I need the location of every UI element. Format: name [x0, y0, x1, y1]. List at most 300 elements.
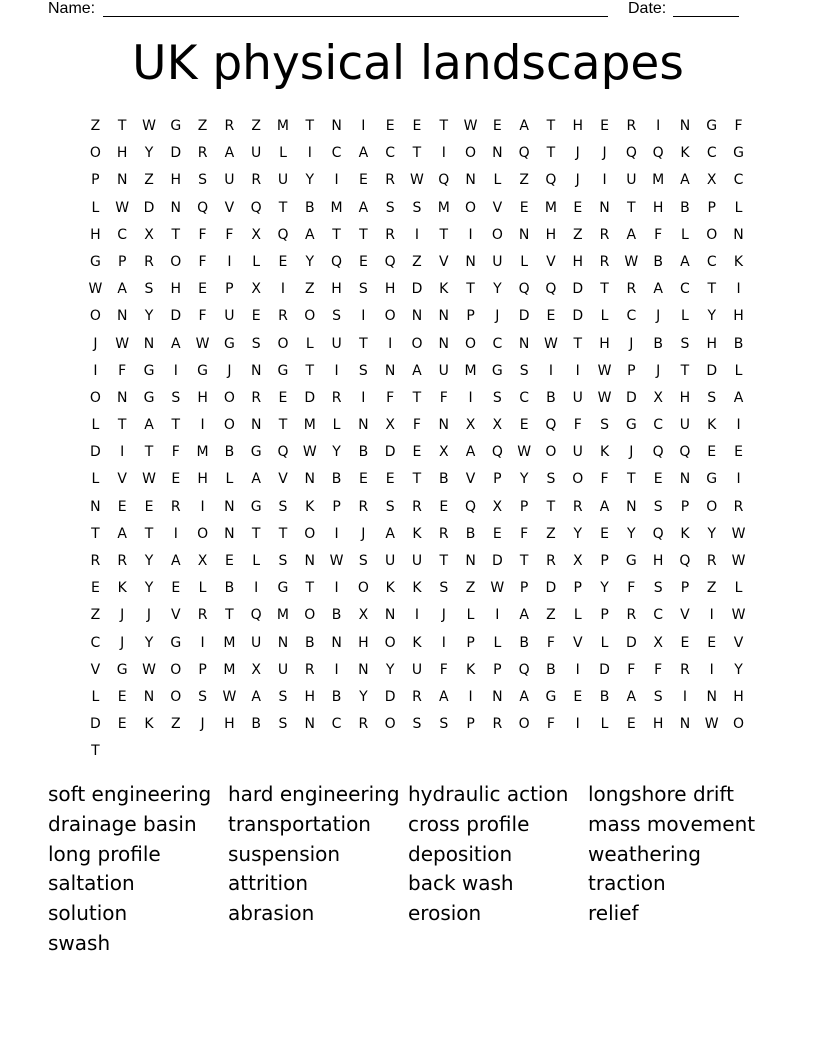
grid-letter: L: [600, 716, 609, 733]
grid-letter: D: [384, 688, 396, 705]
grid-letter: A: [519, 607, 529, 624]
grid-letter: J: [120, 634, 125, 651]
grid-letter: K: [680, 145, 690, 162]
grid-letter: L: [332, 417, 341, 434]
grid-letter: C: [331, 145, 342, 162]
grid-letter: E: [573, 688, 583, 705]
grid-letter: L: [493, 172, 502, 189]
grid-letter: Q: [197, 199, 209, 216]
grid-letter: E: [385, 118, 395, 134]
grid-letter: T: [546, 118, 556, 134]
grid-letter: W: [624, 253, 639, 270]
grid-letter: Q: [652, 444, 664, 461]
grid-letter: Q: [545, 172, 557, 189]
grid-letter: A: [438, 688, 449, 705]
grid-letter: M: [276, 607, 290, 624]
grid-letter: U: [438, 362, 449, 379]
grid-letter: P: [680, 498, 690, 515]
grid-letter: D: [170, 308, 182, 325]
grid-letter: N: [384, 362, 396, 379]
grid-letter: K: [599, 444, 610, 461]
grid-letter: M: [223, 661, 236, 678]
grid-letter: V: [546, 253, 556, 270]
grid-letter: X: [465, 417, 476, 434]
grid-letter: N: [358, 661, 369, 678]
grid-letter: W: [731, 525, 746, 542]
grid-letter: Z: [90, 118, 101, 134]
grid-letter: U: [572, 389, 583, 406]
grid-letter: Z: [90, 607, 101, 624]
grid-letter: C: [385, 145, 396, 162]
grid-letter: R: [706, 553, 717, 569]
grid-letter: R: [197, 607, 208, 624]
grid-letter: B: [546, 389, 556, 406]
grid-letter: V: [117, 471, 127, 488]
word-list-item: back wash: [408, 871, 514, 896]
grid-letter: H: [116, 145, 128, 162]
grid-letter: G: [706, 118, 718, 134]
grid-letter: N: [250, 362, 262, 379]
page-title: UK physical landscapes: [132, 36, 684, 91]
grid-letter: O: [277, 335, 289, 352]
grid-letter: N: [492, 688, 503, 705]
grid-letter: F: [600, 471, 609, 488]
grid-letter: G: [89, 253, 101, 270]
grid-letter: O: [411, 335, 423, 352]
grid-letter: Z: [572, 226, 583, 243]
grid-letter: S: [171, 389, 181, 406]
grid-letter: S: [439, 580, 449, 597]
grid-letter: E: [117, 498, 127, 515]
grid-letter: Q: [545, 417, 557, 434]
grid-letter: I: [200, 417, 205, 434]
grid-letter: A: [519, 118, 529, 134]
grid-letter: Y: [734, 661, 743, 678]
grid-letter: D: [518, 308, 530, 325]
grid-letter: T: [359, 335, 368, 352]
grid-letter: U: [572, 444, 583, 461]
grid-letter: I: [388, 335, 393, 352]
word-list-item: deposition: [408, 841, 513, 866]
grid-letter: G: [545, 688, 557, 705]
grid-letter: Y: [144, 308, 154, 325]
grid-letter: X: [572, 553, 583, 569]
grid-letter: D: [411, 281, 423, 298]
grid-letter: R: [251, 172, 262, 189]
grid-letter: S: [358, 281, 368, 298]
grid-letter: W: [490, 580, 505, 597]
grid-letter: Y: [332, 444, 341, 461]
grid-letter: T: [91, 743, 100, 760]
grid-letter: D: [90, 716, 101, 733]
grid-letter: G: [625, 553, 637, 569]
grid-letter: R: [117, 553, 128, 569]
grid-letter: N: [331, 634, 342, 651]
date-label: Date:: [628, 0, 667, 17]
grid-letter: Q: [625, 145, 637, 162]
grid-letter: F: [118, 362, 127, 379]
grid-letter: D: [90, 444, 101, 461]
grid-letter: I: [334, 362, 339, 379]
grid-letter: T: [305, 362, 315, 379]
grid-letter: X: [653, 389, 663, 406]
grid-letter: E: [412, 118, 422, 134]
grid-letter: C: [706, 253, 717, 270]
grid-letter: H: [545, 226, 557, 243]
grid-letter: R: [492, 716, 503, 733]
name-label: Name:: [48, 0, 96, 17]
grid-letter: T: [707, 281, 716, 298]
grid-letter: N: [679, 471, 691, 488]
grid-letter: I: [414, 226, 420, 243]
grid-letter: A: [251, 471, 261, 488]
grid-letter: E: [385, 471, 395, 488]
grid-letter: A: [358, 199, 369, 216]
grid-letter: N: [116, 172, 128, 189]
grid-letter: H: [706, 335, 717, 352]
grid-letter: O: [304, 308, 316, 325]
grid-letter: A: [653, 281, 663, 298]
grid-letter: M: [276, 118, 290, 134]
grid-letter: G: [143, 389, 155, 406]
grid-letter: I: [468, 389, 473, 406]
grid-letter: P: [493, 471, 502, 488]
grid-letter: S: [546, 471, 556, 488]
grid-letter: B: [251, 716, 261, 733]
grid-letter: Q: [277, 226, 289, 243]
word-list-item: saltation: [48, 871, 135, 896]
grid-letter: I: [361, 118, 366, 134]
grid-letter: H: [197, 389, 208, 406]
grid-letter: E: [117, 716, 127, 733]
grid-letter: O: [706, 498, 718, 515]
grid-letter: U: [492, 253, 503, 270]
grid-letter: E: [707, 444, 717, 461]
grid-letter: N: [384, 607, 396, 624]
grid-letter: F: [654, 226, 663, 243]
grid-letter: J: [575, 145, 580, 162]
grid-letter: E: [117, 688, 127, 705]
word-list-item: transportation: [228, 811, 371, 836]
grid-letter: W: [731, 553, 746, 569]
grid-letter: R: [251, 389, 262, 406]
grid-letter: R: [626, 281, 637, 298]
grid-letter: R: [626, 607, 637, 624]
word-list-item: long profile: [48, 841, 161, 866]
grid-letter: X: [197, 553, 208, 569]
grid-letter: N: [465, 172, 476, 189]
grid-letter: W: [463, 118, 478, 134]
name-blank-line: [103, 16, 608, 17]
grid-letter: I: [602, 172, 607, 189]
grid-letter: I: [334, 580, 339, 597]
grid-letter: S: [385, 199, 395, 216]
grid-letter: F: [546, 634, 555, 651]
grid-letter: W: [410, 172, 424, 189]
grid-letter: J: [120, 607, 125, 624]
grid-letter: N: [706, 688, 717, 705]
grid-letter: H: [331, 281, 342, 298]
grid-letter: Z: [546, 525, 556, 542]
grid-letter: V: [492, 199, 503, 216]
grid-letter: Z: [706, 580, 717, 597]
date-blank-line: [673, 16, 739, 17]
grid-letter: J: [495, 308, 500, 325]
grid-letter: A: [144, 417, 154, 434]
grid-letter: I: [334, 525, 339, 542]
grid-letter: W: [302, 444, 317, 461]
grid-letter: P: [466, 308, 475, 325]
grid-letter: Y: [305, 172, 315, 189]
grid-letter: L: [600, 634, 609, 651]
grid-letter: N: [465, 553, 476, 569]
grid-letter: P: [117, 253, 127, 270]
grid-letter: U: [411, 553, 423, 569]
grid-letter: V: [680, 607, 690, 624]
grid-letter: S: [278, 688, 288, 705]
grid-letter: S: [278, 716, 288, 733]
grid-letter: C: [626, 308, 637, 325]
grid-letter: Z: [144, 172, 154, 189]
grid-letter: X: [251, 226, 261, 243]
grid-letter: H: [733, 688, 744, 705]
grid-letter: C: [117, 226, 128, 243]
grid-letter: F: [225, 226, 234, 243]
grid-letter: P: [493, 661, 502, 678]
grid-letter: Q: [250, 607, 262, 624]
grid-letter: T: [278, 417, 288, 434]
grid-letter: I: [334, 661, 339, 678]
grid-letter: S: [653, 688, 663, 705]
grid-letter: F: [386, 389, 395, 406]
grid-letter: N: [224, 525, 235, 542]
grid-letter: R: [385, 226, 396, 243]
grid-letter: X: [251, 281, 261, 298]
grid-letter: Y: [627, 525, 636, 542]
grid-letter: O: [706, 226, 718, 243]
grid-letter: Z: [304, 281, 315, 298]
grid-letter: M: [330, 199, 343, 216]
grid-letter: T: [412, 389, 422, 406]
grid-letter: I: [93, 362, 98, 379]
grid-letter: L: [91, 199, 100, 216]
grid-letter: S: [144, 281, 154, 298]
grid-letter: D: [706, 362, 718, 379]
grid-letter: X: [653, 634, 663, 651]
grid-letter: O: [465, 199, 477, 216]
grid-letter: Q: [518, 145, 530, 162]
grid-letter: D: [143, 199, 155, 216]
grid-letter: Q: [465, 498, 477, 515]
grid-letter: O: [545, 444, 557, 461]
grid-letter: F: [734, 118, 743, 134]
grid-letter: S: [278, 498, 288, 515]
grid-letter: H: [652, 553, 664, 569]
word-list-item: traction: [588, 871, 666, 896]
grid-letter: D: [572, 281, 584, 298]
grid-letter: G: [491, 362, 503, 379]
grid-letter: T: [600, 281, 609, 298]
grid-letter: I: [441, 145, 446, 162]
grid-letter: N: [331, 118, 342, 134]
grid-letter: H: [733, 308, 744, 325]
grid-letter: B: [546, 661, 556, 678]
grid-letter: H: [170, 172, 182, 189]
grid-letter: S: [653, 580, 663, 597]
grid-letter: E: [278, 253, 288, 270]
grid-letter: A: [465, 444, 476, 461]
grid-letter: G: [143, 362, 155, 379]
grid-letter: B: [224, 444, 235, 461]
grid-letter: N: [170, 199, 182, 216]
grid-letter: A: [599, 498, 610, 515]
grid-letter: E: [171, 471, 181, 488]
grid-letter: U: [385, 553, 396, 569]
grid-letter: P: [466, 716, 475, 733]
grid-letter: D: [625, 634, 637, 651]
grid-letter: A: [171, 553, 181, 569]
grid-letter: G: [277, 580, 289, 597]
grid-letter: I: [120, 444, 125, 461]
grid-letter: D: [572, 308, 584, 325]
grid-letter: I: [173, 362, 178, 379]
grid-letter: Q: [652, 145, 664, 162]
grid-letter: Y: [707, 525, 716, 542]
grid-letter: A: [358, 145, 369, 162]
word-list-item: swash: [48, 930, 111, 955]
grid-letter: I: [575, 661, 580, 678]
grid-letter: I: [361, 308, 366, 325]
grid-letter: B: [733, 335, 744, 352]
grid-letter: E: [492, 118, 502, 134]
grid-letter: R: [626, 118, 637, 134]
grid-letter: C: [492, 335, 503, 352]
grid-letter: J: [93, 335, 98, 352]
grid-letter: I: [468, 688, 473, 705]
grid-letter: J: [656, 362, 661, 379]
grid-letter: N: [116, 308, 128, 325]
grid-letter: A: [251, 688, 261, 705]
grid-letter: C: [706, 145, 717, 162]
grid-letter: G: [223, 335, 235, 352]
word-list-item: attrition: [228, 871, 309, 896]
grid-letter: Y: [573, 525, 583, 542]
grid-letter: T: [171, 417, 181, 434]
grid-letter: M: [196, 444, 209, 461]
grid-letter: B: [304, 199, 315, 216]
grid-letter: S: [412, 716, 422, 733]
grid-letter: E: [734, 444, 743, 461]
grid-letter: R: [278, 308, 288, 325]
grid-letter: F: [439, 661, 448, 678]
grid-letter: E: [358, 253, 368, 270]
grid-letter: Y: [144, 145, 154, 162]
grid-letter: R: [412, 498, 422, 515]
grid-letter: X: [438, 444, 449, 461]
grid-letter: H: [90, 226, 101, 243]
grid-letter: K: [439, 281, 449, 298]
grid-letter: I: [736, 417, 741, 434]
grid-letter: Z: [412, 253, 422, 270]
grid-letter: O: [304, 525, 316, 542]
grid-letter: X: [492, 417, 503, 434]
grid-letter: F: [171, 444, 180, 461]
grid-letter: T: [412, 145, 422, 162]
grid-letter: T: [91, 525, 100, 542]
grid-letter: T: [546, 498, 556, 515]
grid-letter: U: [331, 335, 342, 352]
grid-letter: N: [358, 417, 369, 434]
grid-letter: E: [600, 118, 609, 134]
grid-letter: R: [197, 145, 208, 162]
grid-letter: U: [251, 145, 262, 162]
grid-letter: O: [89, 389, 101, 406]
grid-letter: W: [222, 688, 237, 705]
grid-letter: I: [441, 634, 446, 651]
grid-letter: Q: [384, 253, 396, 270]
grid-letter: E: [278, 389, 288, 406]
word-search-grid: [82, 113, 752, 766]
grid-letter: I: [495, 607, 500, 624]
word-list-item: solution: [48, 901, 128, 926]
grid-letter: L: [520, 253, 529, 270]
grid-letter: L: [225, 471, 234, 488]
grid-letter: R: [358, 498, 369, 515]
grid-letter: Y: [359, 688, 368, 705]
grid-letter: M: [652, 172, 665, 189]
grid-letter: O: [197, 525, 209, 542]
grid-letter: O: [572, 471, 584, 488]
grid-letter: V: [465, 471, 476, 488]
grid-letter: I: [361, 389, 366, 406]
grid-letter: G: [706, 471, 718, 488]
word-list-item: abrasion: [228, 901, 315, 926]
grid-letter: Z: [465, 580, 476, 597]
grid-letter: B: [304, 634, 315, 651]
grid-letter: L: [600, 308, 609, 325]
grid-letter: Q: [679, 444, 691, 461]
grid-letter: B: [331, 688, 342, 705]
grid-letter: I: [334, 172, 339, 189]
grid-letter: S: [251, 335, 261, 352]
grid-letter: L: [681, 226, 689, 243]
grid-letter: F: [198, 253, 207, 270]
grid-letter: R: [572, 498, 583, 515]
grid-letter: X: [251, 661, 261, 678]
grid-letter: A: [626, 688, 637, 705]
grid-letter: V: [171, 607, 181, 624]
grid-letter: L: [252, 553, 261, 569]
grid-letter: J: [602, 145, 607, 162]
grid-letter: X: [144, 226, 154, 243]
grid-letter: P: [707, 199, 716, 216]
grid-letter: A: [733, 389, 744, 406]
grid-letter: N: [411, 308, 423, 325]
grid-letter: L: [573, 607, 582, 624]
grid-letter: W: [731, 607, 746, 624]
grid-letter: T: [117, 417, 127, 434]
grid-letter: U: [251, 634, 262, 651]
grid-letter: T: [412, 471, 422, 488]
grid-letter: P: [198, 661, 207, 678]
grid-letter: O: [223, 417, 235, 434]
grid-letter: P: [680, 580, 690, 597]
grid-letter: N: [518, 226, 530, 243]
grid-letter: L: [466, 607, 475, 624]
grid-letter: J: [227, 362, 232, 379]
grid-letter: U: [224, 172, 235, 189]
grid-letter: B: [438, 471, 449, 488]
